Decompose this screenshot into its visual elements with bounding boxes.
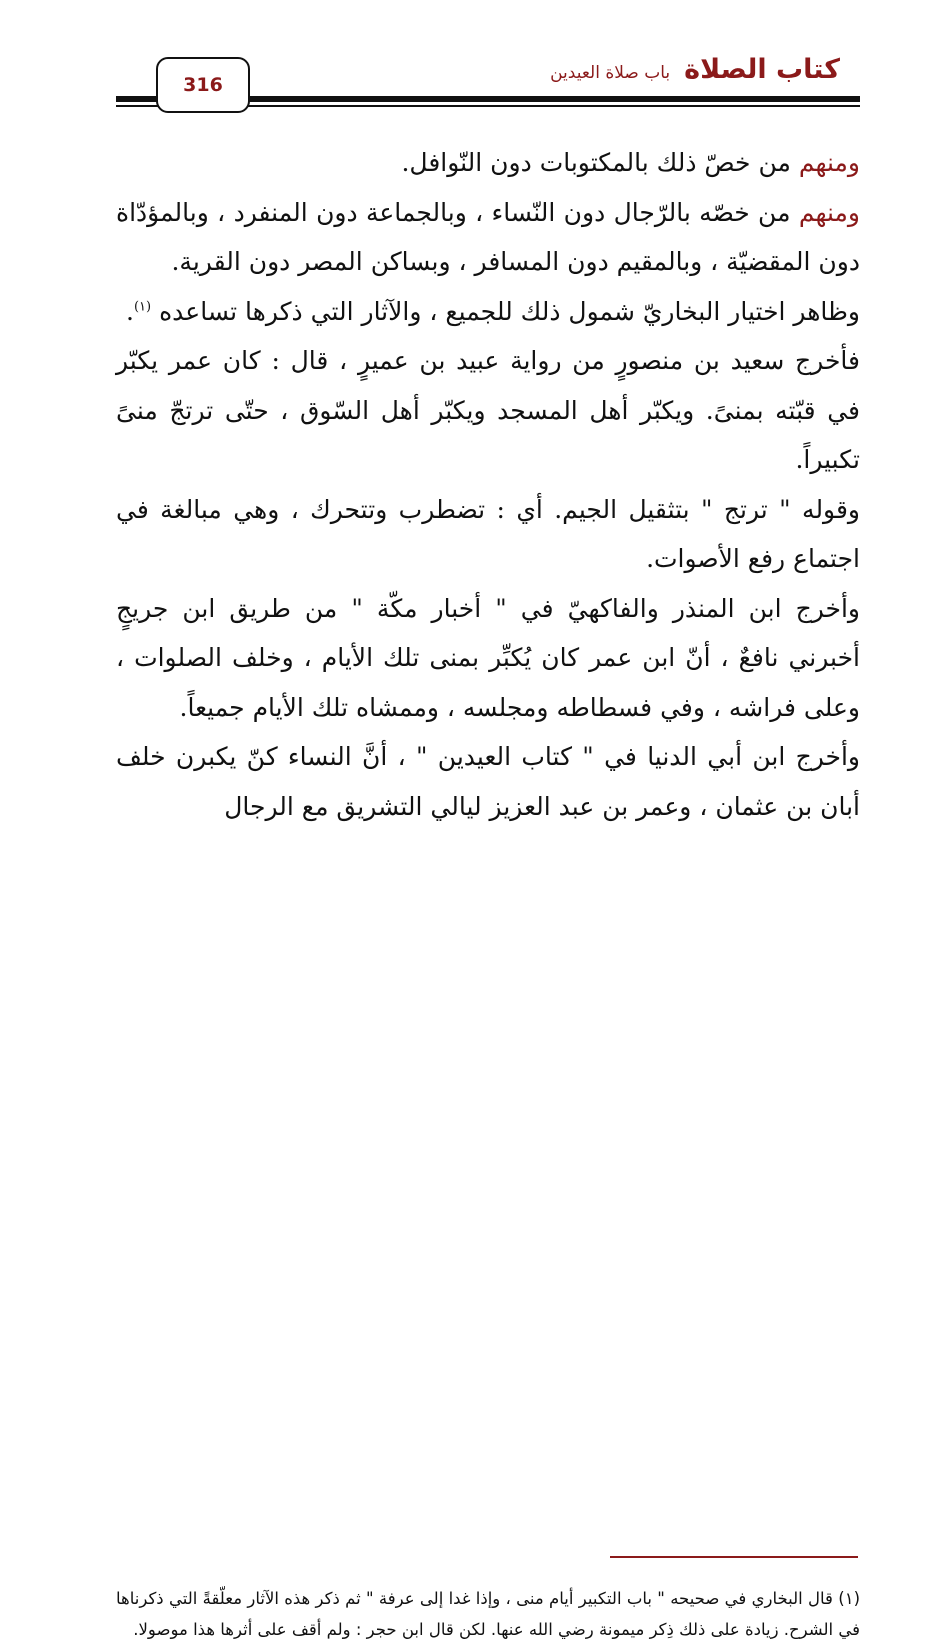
paragraph-text: من خصّه بالرّجال دون النّساء ، وبالجماعة دون المنفرد ، وبالمؤدّاة دون المقضيّة ، وبالمقيم دون المسافر ، وبساكن المصر دون القرية. [116,197,860,276]
footnotes [116,1583,860,1645]
footnote-1: (١) قال البخاري في صحيحه " باب التكبير أيام منى ، وإذا غدا إلى عرفة " ثم ذكر هذه الآثار معلّقةً التي ذكرناها في الشرح. زيادة على ذلك ذِكر ميمونة رضي الله عنها. لكن قال ابن حجر : ولم أقف على أثرها هذا موصولا. [116,1589,860,1639]
chapter-title: باب صلاة العيدين [550,63,671,83]
paragraph-5 [116,485,860,584]
paragraph-2 [116,188,860,287]
paragraph-text: وظاهر اختيار البخاريّ شمول ذلك للجميع ، والآثار التي ذكرها تساعده [159,296,860,326]
paragraph-text: وقوله " ترتج " بتثقيل الجيم. أي : تضطرب وتتحرك ، وهي مبالغة في اجتماع رفع الأصوات. [116,494,860,573]
paragraph-text: وأخرج ابن أبي الدنيا في " كتاب العيدين " ، أنَّ النساء كنّ يكبرن خلف أبان بن عثمان ، وعمر بن عبد العزيز ليالي التشريق مع الرجال [116,742,860,821]
footnote-separator [610,1556,858,1558]
paragraph-4 [116,336,860,485]
paragraph-text-end: . [126,296,134,326]
paragraph-6 [116,584,860,733]
page-header [116,40,860,120]
paragraph-3 [116,287,860,337]
paragraph-lead-word: ومنهم [798,148,860,177]
paragraph-1 [116,138,860,188]
paragraph-7 [116,732,860,831]
paragraph-lead-word: ومنهم [798,197,860,227]
book-title: كتاب الصلاة [684,54,840,85]
running-head [550,54,840,85]
paragraph-text: من خصّ ذلك بالمكتوبات دون النّوافل. [401,148,799,177]
main-text [116,138,860,831]
paragraph-text: وأخرج ابن المنذر والفاكهيّ في " أخبار مكّة " من طريق ابن جريجٍ أخبرني نافعٌ ، أنّ ابن عمر كان يُكبِّر بمنى تلك الأيام ، وخلف الصلوات ، وعلى فراشه ، وفي فسطاطه ومجلسه ، وممشاه تلك الأيام جميعاً. [116,593,860,722]
footnote-reference[interactable]: (١) [133,299,152,315]
page-number-box [156,57,250,113]
paragraph-text: فأخرج سعيد بن منصورٍ من رواية عبيد بن عميرٍ ، قال : كان عمر يكبّر في قبّته بمنىً. ويكبّر أهل المسجد ويكبّر أهل السّوق ، حتّى ترتجّ منىً تكبيراً. [116,346,860,474]
page-number: 316 [183,74,223,96]
